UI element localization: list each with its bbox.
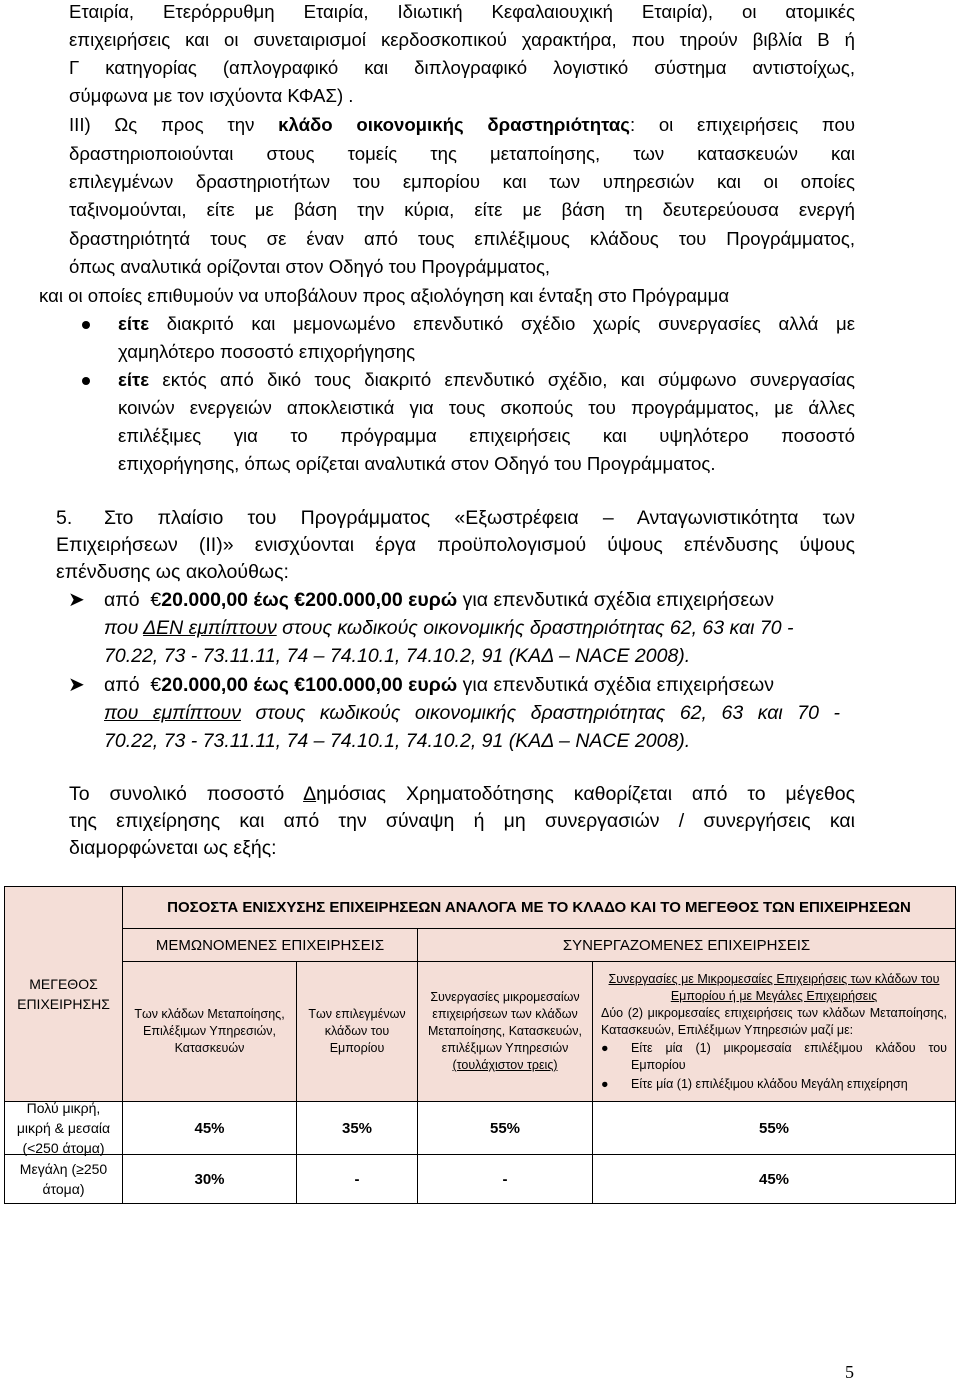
group-header-cooperating: ΣΥΝΕΡΓΑΖΟΜΕΝΕΣ ΕΠΙΧΕΙΡΗΣΕΙΣ <box>417 928 956 962</box>
funding-rates-table <box>4 886 956 1204</box>
arrow2-line1: από €20.000,00 έως €100.000,00 ευρώ για επενδυτικά σχέδια επιχειρήσεων <box>104 674 775 696</box>
arrow1-line3: 70.22, 73 - 73.11.11, 74 – 74.10.1, 74.10.2, 91 (ΚΑΔ – NACE 2008). <box>104 645 691 667</box>
bullet2-line1: είτε εκτός από δικό τους διακριτό επενδυτικό σχέδιο, και σύμφωνο συνεργασίας <box>118 369 855 390</box>
row-sme-commerce: 35% <box>296 1101 418 1155</box>
closing-line3: διαμορφώνεται ως εξής: <box>69 837 277 859</box>
section5-line2: Επιχειρήσεων (ΙΙ)» ενισχύονται έργα προϋπολογισμού ύψους επένδυσης ύψους <box>56 534 855 556</box>
bullet-dot-icon <box>82 377 90 385</box>
row-sme-sme-cooperation: 55% <box>417 1101 593 1155</box>
row-large-sme-cooperation: - <box>417 1154 593 1204</box>
para1-line1: Εταιρία, Ετερόρρυθμη Εταιρία, Ιδιωτική Κεφαλαιουχική Εταιρία), οι ατομικές <box>69 1 855 22</box>
arrow-bullet-icon: ➤ <box>68 589 85 611</box>
col-header-mixed-cooperation: Συνεργασίες με Μικρομεσαίες Επιχειρήσεις των κλάδων του Εμπορίου ή με Μεγάλες Επιχειρήσεις Δύο (2) μικρομεσαίες επιχειρήσεις των κλάδων Μεταποίησης, Κατασκευών, Επιλέξιμων Υπηρεσιών μαζί με: ● Είτε μία (1) μικρομεσαία επιλέξιμου κλάδου του Εμπορίου ● Είτε μία (1) επιλέξιμου κλάδου Μεγάλη επιχείρηση <box>592 961 956 1102</box>
para2-line2: δραστηριοποιούνται στους τομείς της μεταποίησης, των κατασκευών και <box>69 143 855 164</box>
arrow2-line3: 70.22, 73 - 73.11.11, 74 – 74.10.1, 74.10.2, 91 (ΚΑΔ – NACE 2008). <box>104 730 691 752</box>
para2-line1: III) Ως προς την κλάδο οικονομικής δραστηριότητας: οι επιχειρήσεις που <box>69 114 856 135</box>
para1-line3: Γ κατηγορίας (απλογραφικό και διπλογραφικό λογιστικό σύστημα αντιστοίχως, <box>69 57 855 78</box>
bullet2-line2: κοινών ενεργειών αποκλειστικά για τους σκοπούς του προγράμματος, με άλλες <box>118 397 855 418</box>
group-header-standalone: ΜΕΜΩΝΟΜΕΝΕΣ ΕΠΙΧΕΙΡΗΣΕΙΣ <box>122 928 418 962</box>
arrow2-line2: που εμπίπτουν στους κωδικούς οικονομικής δραστηριότητας 62, 63 και 70 - <box>104 702 840 724</box>
para2-line6: όπως αναλυτικά ορίζονται στον Οδηγό του Προγράμματος, <box>69 256 551 277</box>
bullet-dot-icon: ● <box>601 1076 609 1091</box>
row-large-commerce: - <box>296 1154 418 1204</box>
row-sme-manufacturing: 45% <box>122 1101 297 1155</box>
row-label-sme: Πολύ μικρή, μικρή & μεσαία (<250 άτομα) <box>4 1101 123 1155</box>
col-header-manufacturing: Των κλάδων Μεταποίησης, Επιλέξιμων Υπηρεσιών, Κατασκευών <box>122 961 297 1102</box>
arrow1-line2: που ΔΕΝ εμπίπτουν στους κωδικούς οικονομικής δραστηριότητας 62, 63 και 70 - <box>104 617 794 639</box>
col4-bullet-2: ● Είτε μία (1) επιλέξιμου κλάδου Μεγάλη επιχείρηση <box>601 1076 908 1091</box>
col-header-sme-cooperation: Συνεργασίες μικρομεσαίων επιχειρήσεων των κλάδων Μεταποίησης, Κατασκευών, επιλέξιμων Υπηρεσιών (τουλάχιστον τρεις) <box>417 961 593 1102</box>
para2-line4: ταξινομούνται, είτε με βάση την κύρια, είτε με βάση τη δευτερεύουσα ενεργή <box>69 199 855 220</box>
row-large-manufacturing: 30% <box>122 1154 297 1204</box>
col-header-commerce: Των επιλεγμένων κλάδων του Εμπορίου <box>296 961 418 1102</box>
section5-line3: επένδυσης ως ακολούθως: <box>56 561 289 583</box>
closing-line1: Το συνολικό ποσοστό Δημόσιας Χρηματοδότησης καθορίζεται από το μέγεθος <box>69 783 855 805</box>
bullet-dot-icon: ● <box>601 1040 609 1055</box>
arrow-bullet-icon: ➤ <box>68 674 85 696</box>
table-title: ΠΟΣΟΣΤΑ ΕΝΙΣΧΥΣΗΣ ΕΠΙΧΕΙΡΗΣΕΩΝ ΑΝΑΛΟΓΑ ΜΕ ΤΟ ΚΛΑΔΟ ΚΑΙ ΤΟ ΜΕΓΕΘΟΣ ΤΩΝ ΕΠΙΧΕΙΡΗΣΕΩΝ <box>122 886 956 929</box>
bullet2-line4: επιχορήγησης, όπως ορίζεται αναλυτικά στον Οδηγό του Προγράμματος. <box>118 453 716 474</box>
section5-line1: Στο πλαίσιο του Προγράμματος «Εξωστρέφεια – Ανταγωνιστικότητα των <box>104 507 855 529</box>
section5-number: 5. <box>56 507 73 529</box>
row-sme-mixed-cooperation: 55% <box>592 1101 956 1155</box>
bullet-dot-icon <box>82 321 90 329</box>
col4-bullet-1: ● Είτε μία (1) μικρομεσαία επιλέξιμου κλάδου του Εμπορίου <box>601 1040 947 1072</box>
para1-line2: επιχειρήσεις και οι συνεταιρισμοί κερδοσκοπικού χαρακτήρα, που τηρούν βιβλία Β ή <box>69 29 855 50</box>
bullet1-line1: είτε διακριτό και μεμονωμένο επενδυτικό σχέδιο χωρίς συνεργασίες αλλά με <box>118 313 855 334</box>
row-large-mixed-cooperation: 45% <box>592 1154 956 1204</box>
para2-line5: δραστηριότητά τους σε έναν από τους επιλέξιμους κλάδους του Προγράμματος, <box>69 228 855 249</box>
page-number: 5 <box>845 1362 854 1382</box>
arrow1-line1: από €20.000,00 έως €200.000,00 ευρώ για επενδυτικά σχέδια επιχειρήσεων <box>104 589 775 611</box>
size-header-cell: ΜΕΓΕΘΟΣ ΕΠΙΧΕΙΡΗΣΗΣ <box>4 886 123 1102</box>
bullet2-line3: επιλέξιμες για το πρόγραμμα επιχειρήσεις και υψηλότερο ποσοστό <box>118 425 855 446</box>
closing-line2: της επιχείρησης και από την σύναψη ή μη συνεργασιών / συνεργήσεις και <box>69 810 855 832</box>
row-label-large: Μεγάλη (≥250 άτομα) <box>4 1154 123 1204</box>
para1-line4: σύμφωνα με τον ισχύοντα ΚΦΑΣ) . <box>69 85 354 106</box>
para2-line3: επιλεγμένων δραστηριοτήτων του εμπορίου και των υπηρεσιών και οι οποίες <box>69 171 855 192</box>
bullet1-line2: χαμηλότερο ποσοστό επιχορήγησης <box>118 341 416 362</box>
para3-line: και οι οποίες επιθυμούν να υποβάλουν προς αξιολόγηση και ένταξη στο Πρόγραμμα <box>39 285 730 306</box>
